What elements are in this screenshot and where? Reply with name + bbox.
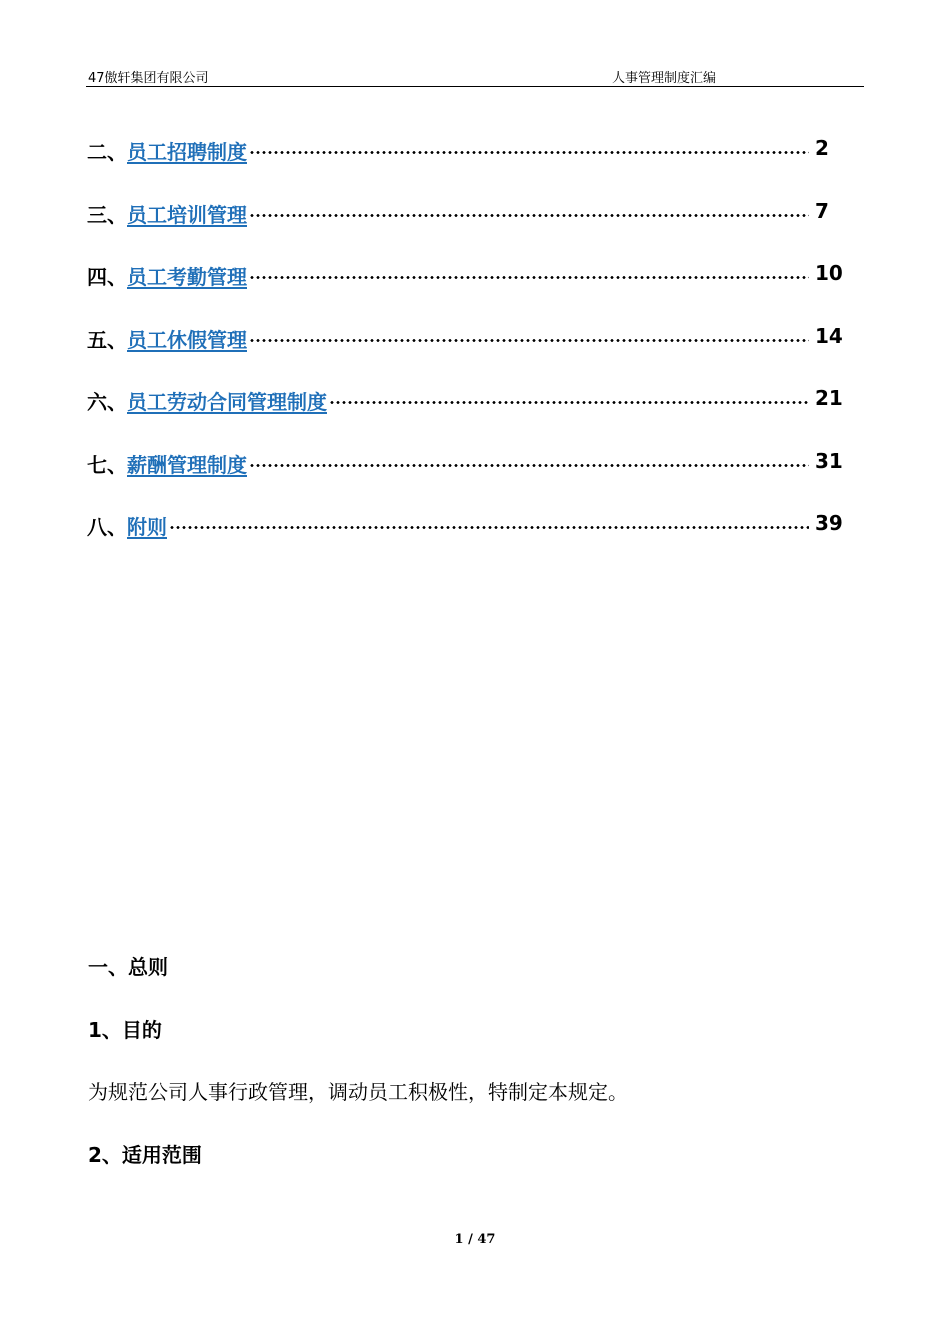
- toc-entry-link[interactable]: 薪酬管理制度: [127, 452, 247, 477]
- toc-entry-page: 21: [815, 386, 843, 410]
- toc-dot-leader: [249, 136, 809, 162]
- toc-entry-compensation[interactable]: [87, 449, 847, 512]
- toc-entry-page: 7: [815, 198, 829, 223]
- toc-entry-attendance[interactable]: [87, 261, 847, 324]
- toc-entry-recruitment[interactable]: [87, 136, 847, 199]
- toc-dot-leader: [249, 449, 809, 475]
- toc-entry-number: 三、: [87, 202, 127, 227]
- toc-entry-number: 七、: [87, 452, 127, 477]
- toc-entry-page: 2: [815, 136, 829, 160]
- table-of-contents: [87, 136, 847, 574]
- toc-dot-leader: [329, 386, 809, 412]
- toc-entry-page: 31: [815, 448, 843, 473]
- section-heading-general: 一、总则: [88, 955, 168, 979]
- toc-entry-number: 八、: [87, 515, 127, 539]
- toc-entry-link[interactable]: 员工招聘制度: [127, 140, 247, 164]
- toc-dot-leader: [169, 511, 809, 537]
- toc-entry-leave[interactable]: [87, 324, 847, 387]
- toc-entry-link[interactable]: 员工考勤管理: [127, 265, 247, 289]
- toc-entry-link[interactable]: 员工休假管理: [127, 327, 247, 352]
- toc-entry-number: 二、: [87, 140, 127, 164]
- toc-entry-page: 39: [815, 511, 843, 535]
- toc-entry-labor-contract[interactable]: [87, 386, 847, 449]
- toc-entry-link[interactable]: 员工培训管理: [127, 202, 247, 227]
- toc-dot-leader: [249, 261, 809, 287]
- toc-entry-number: 四、: [87, 265, 127, 289]
- subsection-heading-scope: 2、适用范围: [88, 1143, 202, 1167]
- toc-entry-page: 14: [815, 323, 843, 348]
- toc-entry-page: 10: [815, 261, 843, 285]
- header-document-title: 人事管理制度汇编: [612, 71, 717, 86]
- paragraph-purpose: 为规范公司人事行政管理，调动员工积极性，特制定本规定。: [88, 1080, 628, 1104]
- toc-entry-number: 六、: [87, 390, 127, 414]
- toc-entry-link[interactable]: 附则: [127, 515, 167, 539]
- subsection-heading-purpose: 1、目的: [88, 1018, 162, 1042]
- page-number: 1 / 47: [454, 1232, 496, 1247]
- toc-entry-appendix[interactable]: [87, 511, 847, 574]
- header-divider: [86, 86, 864, 87]
- toc-entry-link[interactable]: 员工劳动合同管理制度: [127, 390, 327, 414]
- toc-dot-leader: [249, 199, 809, 225]
- toc-entry-training[interactable]: [87, 199, 847, 262]
- header-company-name: 47傲轩集团有限公司: [88, 71, 209, 86]
- toc-dot-leader: [249, 324, 809, 350]
- toc-entry-number: 五、: [87, 327, 127, 352]
